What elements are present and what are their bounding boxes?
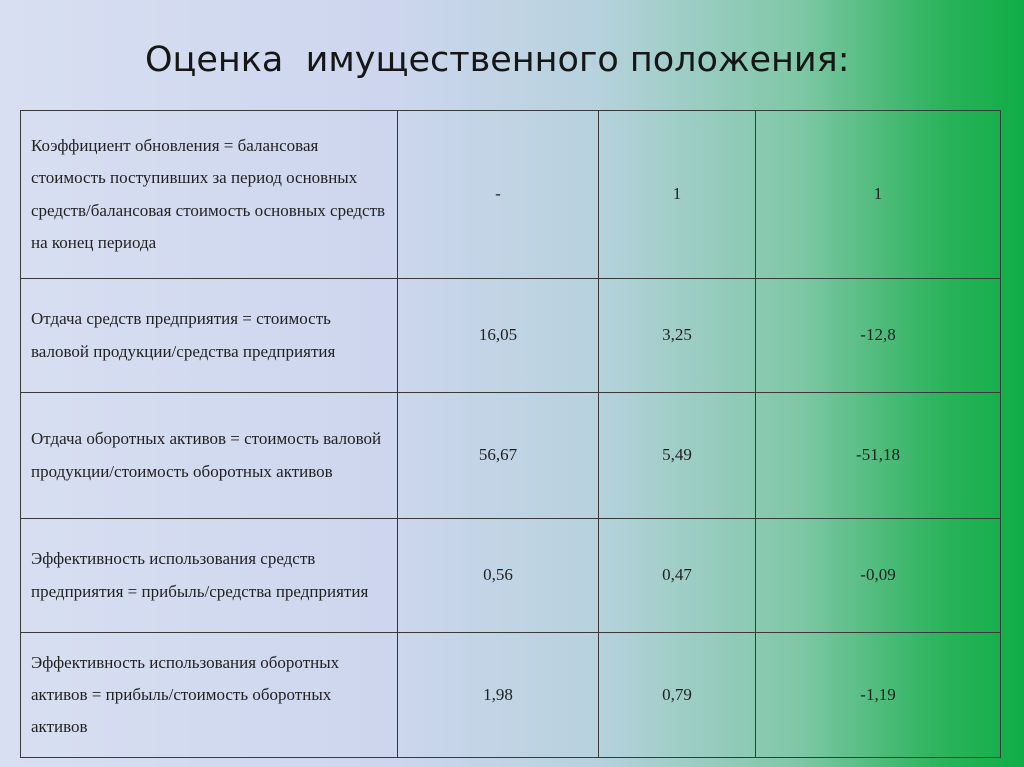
value-cell-3: 1 — [756, 111, 1001, 279]
data-table — [20, 110, 1001, 758]
value-cell-1: 0,56 — [398, 519, 599, 633]
value-cell-1: - — [398, 111, 599, 279]
value-cell-2: 5,49 — [599, 393, 756, 519]
value-cell-3: -0,09 — [756, 519, 1001, 633]
row-label: Отдача оборотных активов = стоимость валовой продукции/стоимость оборотных активов — [21, 393, 398, 519]
table-row — [21, 633, 1001, 758]
table-row — [21, 519, 1001, 633]
value-cell-2: 0,79 — [599, 633, 756, 758]
value-cell-3: -1,19 — [756, 633, 1001, 758]
row-label: Эффективность использования оборотных активов = прибыль/стоимость оборотных активов — [21, 633, 398, 758]
page-title: Оценка имущественного положения: — [145, 40, 850, 80]
value-cell-1: 56,67 — [398, 393, 599, 519]
row-label: Отдача средств предприятия = стоимость валовой продукции/средства предприятия — [21, 279, 398, 393]
value-cell-3: -51,18 — [756, 393, 1001, 519]
value-cell-3: -12,8 — [756, 279, 1001, 393]
value-cell-2: 0,47 — [599, 519, 756, 633]
table-row — [21, 279, 1001, 393]
table-row — [21, 111, 1001, 279]
row-label: Коэффициент обновления = балансовая стоимость поступивших за период основных средств/балансовая стоимость основных средств на конец периода — [21, 111, 398, 279]
row-label: Эффективность использования средств предприятия = прибыль/средства предприятия — [21, 519, 398, 633]
value-cell-1: 16,05 — [398, 279, 599, 393]
value-cell-2: 3,25 — [599, 279, 756, 393]
value-cell-1: 1,98 — [398, 633, 599, 758]
value-cell-2: 1 — [599, 111, 756, 279]
table-row — [21, 393, 1001, 519]
